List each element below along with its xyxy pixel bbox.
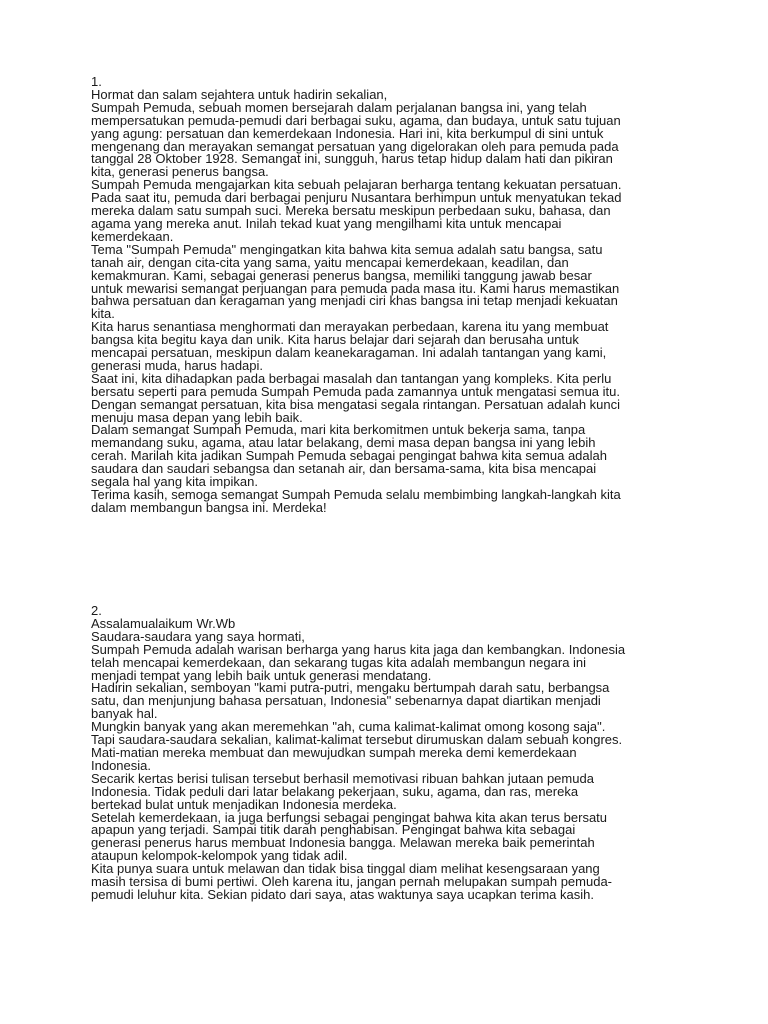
text-line: Saudara-saudara yang saya hormati, (91, 628, 305, 644)
text-line: menuju masa depan yang lebih baik. (91, 409, 303, 425)
text-line: masih tersisa di bumi pertiwi. Oleh karena itu, jangan pernah melupakan sumpah pemuda- (91, 874, 613, 890)
text-line: tanah air, dengan cita-cita yang sama, yaitu mencapai kemerdekaan, keadilan, dan (91, 254, 569, 270)
text-line: kita, generasi penerus bangsa. (91, 164, 269, 180)
text-line: Dengan semangat persatuan, kita bisa mengatasi segala rintangan. Persatuan adalah kunci (91, 396, 621, 412)
text-line: mempersatukan pemuda-pemudi dari berbagai suku, agama, dan budaya, untuk satu tujuan (91, 112, 621, 128)
text-line: telah mencapai kemerdekaan, dan sekarang tugas kita adalah membangun negara ini (91, 654, 587, 670)
text-line: mereka dalam satu sumpah suci. Mereka bersatu meskipun perbedaan suku, bahasa, dan (91, 203, 611, 219)
text-line: Pada saat itu, pemuda dari berbagai penjuru Nusantara berhimpun untuk menyatukan tekad (91, 190, 622, 206)
text-line: Indonesia. (91, 757, 151, 773)
text-line: 2. (91, 603, 102, 618)
text-line: Tapi saudara-saudara sekalian, kalimat-kalimat tersebut dirumuskan dalam sebuah kongres. (91, 732, 623, 748)
text-line: kita. (91, 306, 115, 322)
text-line: dalam membangun bangsa ini. Merdeka! (91, 499, 327, 515)
text-line: Sumpah Pemuda, sebuah momen bersejarah dalam perjalanan bangsa ini, yang telah (91, 99, 587, 115)
text-line: yang agung: persatuan dan kemerdekaan Indonesia. Hari ini, kita berkumpul di sini untuk (91, 125, 604, 141)
text-line: saudara dan saudari sebangsa dan setanah air, dan bersama-sama, kita bisa mencapai (91, 461, 597, 477)
speech-section-1 (91, 76, 691, 515)
text-line: Sumpah Pemuda mengajarkan kita sebuah pelajaran berharga tentang kekuatan persatuan. (91, 177, 622, 193)
text-line: 1. (91, 74, 102, 89)
text-line: memandang suku, agama, atau latar belakang, demi masa depan bangsa ini yang lebih (91, 435, 596, 451)
text-line: bahwa persatuan dan keragaman yang menjadi ciri khas bangsa ini tetap menjadi kekuatan (91, 293, 618, 309)
text-line: Assalamualaikum Wr.Wb (91, 615, 236, 631)
text-line: apapun yang terjadi. Sampai titik darah penghabisan. Pengingat bahwa kita sebagai (91, 822, 576, 838)
text-line: generasi penerus harus membuat Indonesia bangga. Melawan mereka baik pemerintah (91, 835, 595, 851)
text-line: Setelah kemerdekaan, ia juga berfungsi sebagai pengingat bahwa kita akan terus bersatu (91, 809, 608, 825)
text-line: Indonesia. Tidak peduli dari latar belakang pekerjaan, suku, agama, dan ras, mereka (91, 783, 579, 799)
text-line: menjadi tempat yang lebih baik untuk generasi mendatang. (91, 667, 432, 683)
speech-section-2 (91, 605, 691, 902)
text-line: Kita punya suara untuk melawan dan tidak bisa tinggal diam melihat kesengsaraan yang (91, 861, 600, 877)
text-line: kemerdekaan. (91, 228, 174, 244)
text-line: Secarik kertas berisi tulisan tersebut berhasil memotivasi ribuan bahkan jutaan pemuda (91, 770, 594, 786)
text-line: Hormat dan salam sejahtera untuk hadirin sekalian, (91, 86, 388, 102)
text-line: cerah. Marilah kita jadikan Sumpah Pemuda sebagai pengingat bahwa kita semua adalah (91, 448, 607, 464)
text-line: Sumpah Pemuda adalah warisan berharga yang harus kita jaga dan kembangkan. Indonesia (91, 641, 626, 657)
text-line: pemudi leluhur kita. Sekian pidato dari saya, atas waktunya saya ucapkan terima kasih. (91, 886, 594, 902)
text-line: Dalam semangat Sumpah Pemuda, mari kita berkomitmen untuk bekerja sama, tanpa (91, 422, 586, 438)
text-line: generasi muda, harus hadapi. (91, 357, 264, 373)
text-line: segala hal yang kita impikan. (91, 474, 258, 490)
text-line: Terima kasih, semoga semangat Sumpah Pemuda selalu membimbing langkah-langkah kita (91, 487, 621, 502)
text-line: kemakmuran. Kami, sebagai generasi penerus bangsa, memiliki tanggung jawab besar (91, 267, 592, 283)
text-line: Tema "Sumpah Pemuda" mengingatkan kita bahwa kita semua adalah satu bangsa, satu (91, 241, 603, 257)
text-line: Saat ini, kita dihadapkan pada berbagai masalah dan tantangan yang kompleks. Kita perlu (91, 370, 612, 386)
text-line: Hadirin sekalian, semboyan "kami putra-putri, mengaku bertumpah darah satu, berbangsa (91, 680, 610, 696)
text-line: bertekad bulat untuk menjadikan Indonesia merdeka. (91, 796, 397, 812)
text-line: tanggal 28 Oktober 1928. Semangat ini, sungguh, harus tetap hidup dalam hati dan pikiran (91, 151, 613, 167)
text-line: ataupun kelompok-kelompok yang tidak adil. (91, 848, 348, 864)
text-line: mengenang dan merayakan semangat persatuan yang digelorakan oleh para pemuda pada (91, 138, 619, 154)
text-line: bersatu seperti para pemuda Sumpah Pemuda pada zamannya untuk mengatasi semua itu. (91, 383, 620, 399)
text-line: mencapai persatuan, meskipun dalam keanekaragaman. Ini adalah tantangan yang kami, (91, 345, 607, 361)
text-line: Mungkin banyak yang akan meremehkan "ah, cuma kalimat-kalimat omong kosong saja". (91, 719, 606, 735)
text-line: Kita harus senantiasa menghormati dan merayakan perbedaan, karena itu yang membuat (91, 319, 609, 335)
text-line: untuk mewarisi semangat perjuangan para pemuda pada masa itu. Kami harus memastikan (91, 280, 620, 296)
text-line: agama yang mereka anut. Inilah tekad kuat yang mengilhami kita untuk mencapai (91, 215, 562, 231)
text-line: banyak hal. (91, 706, 158, 722)
text-line: satu, dan menjunjung bahasa persatuan, Indonesia" sebenarnya dapat diartikan menjadi (91, 693, 601, 709)
text-line: Mati-matian mereka membuat dan mewujudkan sumpah mereka demi kemerdekaan (91, 744, 577, 760)
text-line: bangsa kita begitu kaya dan unik. Kita harus belajar dari sejarah dan berusaha untuk (91, 332, 579, 348)
